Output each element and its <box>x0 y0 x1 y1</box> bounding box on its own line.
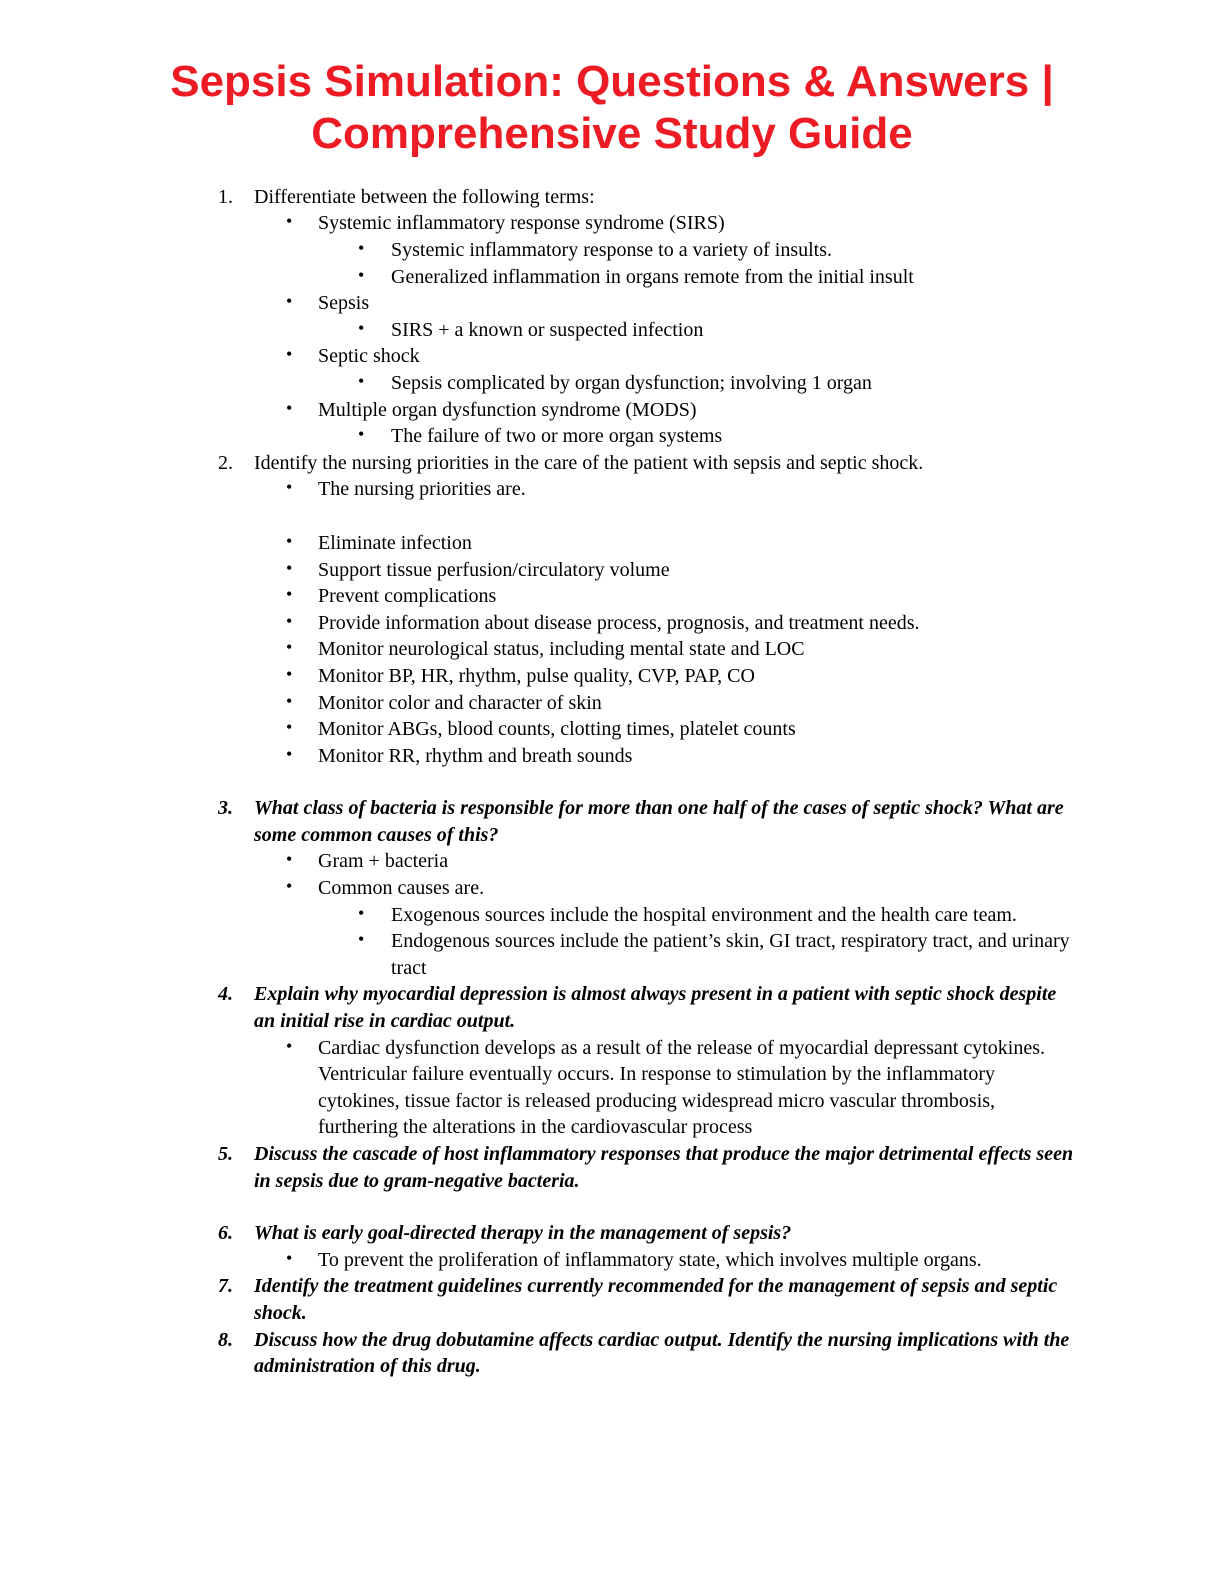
bullet-item <box>286 663 1074 690</box>
question-number: 1. <box>218 185 233 208</box>
bullet-marker-icon: • <box>358 902 365 923</box>
bullet-text: The nursing priorities are. <box>318 478 526 501</box>
question-item <box>218 1141 1074 1194</box>
bullet-marker-icon: • <box>286 291 293 312</box>
bullet-text: Monitor neurological status, including mental state and LOC <box>318 638 805 661</box>
bullet-text: Sepsis <box>318 292 370 315</box>
bullet-item <box>358 317 1074 344</box>
question-number: 4. <box>218 983 233 1006</box>
title-line-1: Sepsis Simulation: Questions & Answers | <box>170 57 1054 106</box>
bullet-item <box>358 902 1074 929</box>
bullet-item <box>286 743 1074 770</box>
bullet-item <box>286 557 1074 584</box>
bullet-marker-icon: • <box>358 238 365 258</box>
bullet-marker-icon: • <box>286 849 293 870</box>
bullet-text: Monitor RR, rhythm and breath sounds <box>318 744 633 767</box>
question-item <box>218 795 1074 848</box>
bullet-text: Endogenous sources include the patient’s skin, GI tract, respiratory tract, and urinary tract <box>391 930 1070 979</box>
bullet-marker-icon: • <box>286 637 293 658</box>
bullet-text: Gram + bacteria <box>318 850 449 873</box>
bullet-text: Generalized inflammation in organs remote from the initial insult <box>391 265 914 288</box>
question-number: 8. <box>218 1328 233 1351</box>
question-number: 5. <box>218 1143 233 1165</box>
bullet-text: Provide information about disease process, prognosis, and treatment needs. <box>318 611 920 634</box>
bullet-marker-icon: • <box>358 929 365 950</box>
bullet-text: Monitor ABGs, blood counts, clotting times, platelet counts <box>318 718 796 741</box>
question-text: Differentiate between the following terms: <box>254 185 595 208</box>
bullet-item <box>286 583 1074 610</box>
question-text: What is early goal-directed therapy in the management of sepsis? <box>254 1222 792 1245</box>
bullet-marker-icon: • <box>286 663 293 684</box>
title-line-2: Comprehensive Study Guide <box>311 108 913 158</box>
bullet-item <box>358 928 1074 981</box>
bullet-item <box>358 370 1074 397</box>
bullet-text: Exogenous sources include the hospital environment and the health care team. <box>391 903 1017 926</box>
bullet-text: To prevent the proliferation of inflammatory state, which involves multiple organs. <box>318 1248 982 1271</box>
question-text: Identify the nursing priorities in the care of the patient with sepsis and septic shock. <box>254 451 924 474</box>
bullet-item <box>358 423 1074 450</box>
bullet-marker-icon: • <box>286 530 293 551</box>
bullet-item <box>286 530 1074 557</box>
bullet-marker-icon: • <box>286 211 293 232</box>
bullet-item <box>286 1247 1074 1274</box>
bullet-item <box>286 875 1074 902</box>
question-item <box>218 450 1074 477</box>
bullet-marker-icon: • <box>286 397 293 418</box>
bullet-marker-icon: • <box>286 1035 293 1056</box>
question-number: 7. <box>218 1275 233 1298</box>
bullet-item <box>286 210 1074 237</box>
bullet-text: Systemic inflammatory response to a variety of insults. <box>391 239 833 261</box>
bullet-marker-icon: • <box>358 424 365 445</box>
page-title <box>0 56 1224 160</box>
bullet-item <box>286 290 1074 317</box>
bullet-text: Common causes are. <box>318 877 485 900</box>
question-item <box>218 1273 1074 1326</box>
bullet-item <box>286 848 1074 875</box>
bullet-text: Prevent complications <box>318 585 497 608</box>
question-text: Explain why myocardial depression is almost always present in a patient with septic shock despite an initial rise in cardiac output. <box>254 983 1057 1033</box>
question-text: Discuss the cascade of host inflammatory responses that produce the major detrimental effects seen in sepsis due to gram-negative bacteria. <box>254 1143 1074 1192</box>
bullet-text: Support tissue perfusion/circulatory volume <box>318 558 670 581</box>
bullet-marker-icon: • <box>286 690 293 711</box>
bullet-text: Multiple organ dysfunction syndrome (MODS) <box>318 398 697 421</box>
bullet-text: Eliminate infection <box>318 531 472 554</box>
bullet-marker-icon: • <box>358 317 365 338</box>
bullet-item <box>286 636 1074 663</box>
bullet-item <box>286 397 1074 424</box>
bullet-marker-icon: • <box>286 584 293 605</box>
bullet-item <box>286 610 1074 637</box>
bullet-text: Monitor color and character of skin <box>318 691 602 714</box>
bullet-marker-icon: • <box>286 1247 293 1268</box>
bullet-text: Sepsis complicated by organ dysfunction; involving 1 organ <box>391 371 872 394</box>
bullet-marker-icon: • <box>286 610 293 631</box>
bullet-item <box>286 343 1074 370</box>
question-item <box>218 1327 1074 1380</box>
question-number: 3. <box>218 797 233 820</box>
bullet-text: Monitor BP, HR, rhythm, pulse quality, CVP, PAP, CO <box>318 664 755 687</box>
bullet-marker-icon: • <box>358 370 365 391</box>
bullet-item <box>286 1035 1074 1141</box>
bullet-text: Septic shock <box>318 345 420 368</box>
bullet-item <box>358 264 1074 291</box>
bullet-item <box>286 716 1074 743</box>
bullet-marker-icon: • <box>286 717 293 738</box>
question-text: Identify the treatment guidelines currently recommended for the management of sepsis and septic shock. <box>254 1275 1058 1324</box>
question-item <box>218 184 1074 211</box>
bullet-item <box>286 690 1074 717</box>
bullet-marker-icon: • <box>286 557 293 578</box>
question-item <box>218 1220 1074 1247</box>
bullet-item <box>358 237 1074 264</box>
question-number: 2. <box>218 451 233 474</box>
bullet-marker-icon: • <box>358 264 365 285</box>
bullet-text: Cardiac dysfunction develops as a result of the release of myocardial depressant cytokines. Ventricular failure eventually occurs. In response to stimulation by the inflammatory cytokines, tissue factor is released producing widespread micro vascular thrombosis, furthering the alterations in the cardiovascular process <box>318 1036 1045 1139</box>
bullet-text: Systemic inflammatory response syndrome (SIRS) <box>318 212 725 235</box>
question-text: What class of bacteria is responsible for more than one half of the cases of septic shock? What are some common causes of this? <box>254 797 1064 846</box>
bullet-marker-icon: • <box>286 477 293 498</box>
bullet-text: SIRS + a known or suspected infection <box>391 318 704 341</box>
document-body <box>218 184 1074 1380</box>
bullet-marker-icon: • <box>286 876 293 897</box>
question-item <box>218 981 1074 1034</box>
question-text: Discuss how the drug dobutamine affects cardiac output. Identify the nursing implications with the administration of this drug. <box>254 1328 1070 1378</box>
bullet-marker-icon: • <box>286 344 293 365</box>
bullet-marker-icon: • <box>286 743 293 764</box>
bullet-text: The failure of two or more organ systems <box>391 425 723 448</box>
bullet-item <box>286 476 1074 503</box>
question-number: 6. <box>218 1222 233 1245</box>
